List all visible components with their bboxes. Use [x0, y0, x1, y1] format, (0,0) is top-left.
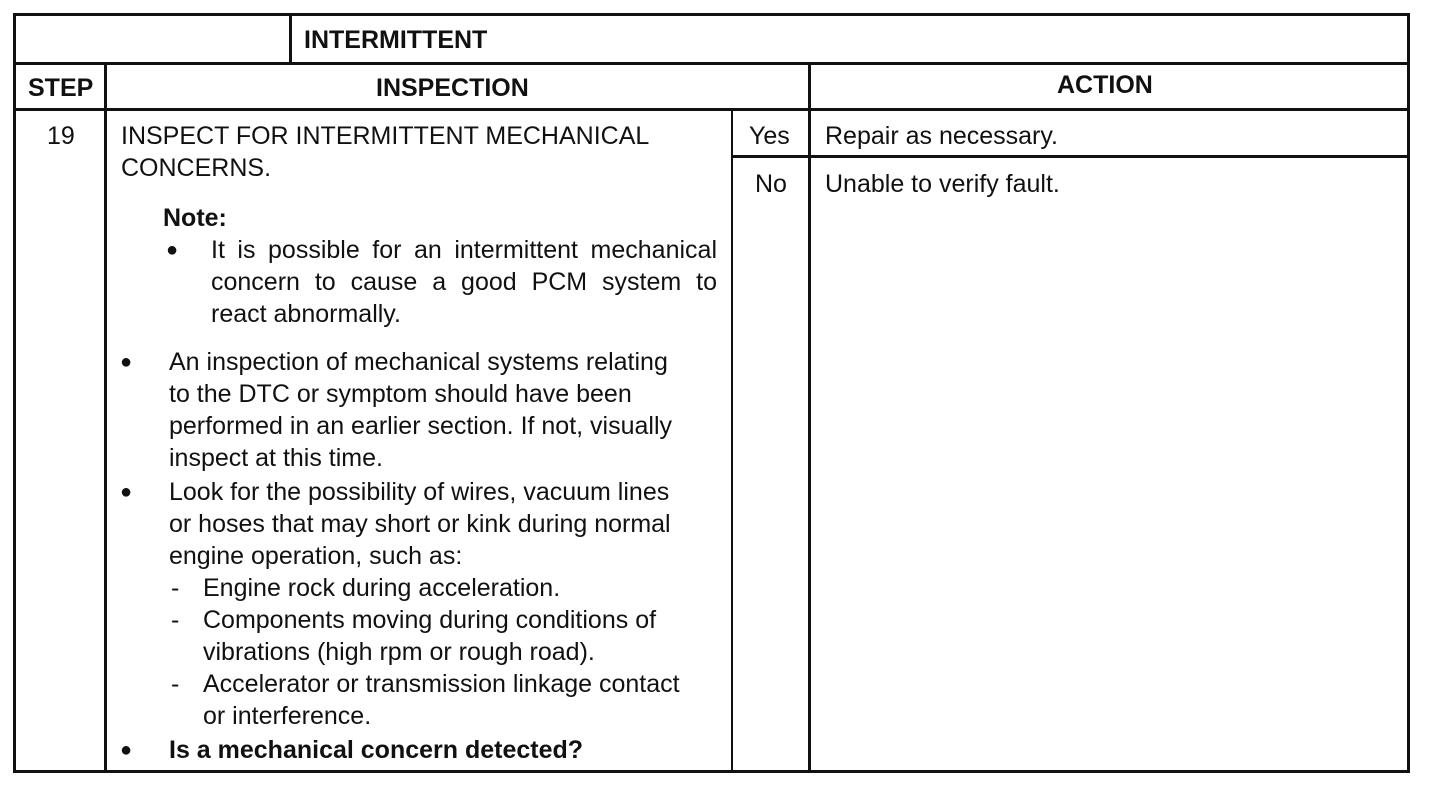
sub-item-dash: -	[171, 670, 180, 698]
question-text: Is a mechanical concern detected?	[169, 736, 584, 764]
bullet-1-marker: ●	[120, 351, 133, 373]
note-bullet: ●	[166, 239, 179, 261]
note-line: It is possible for an intermittent mechanical	[211, 236, 717, 264]
bullet-1-line: An inspection of mechanical systems relating	[169, 348, 668, 376]
inspection-heading-line2: CONCERNS.	[121, 154, 272, 182]
bullet-1-line: performed in an earlier section. If not, visually	[169, 412, 673, 440]
note-line: react abnormally.	[211, 300, 401, 328]
sub-item-dash: -	[171, 606, 180, 634]
sub-item-dash: -	[171, 574, 180, 602]
note-label: Note:	[163, 204, 227, 232]
title-bar-label: INTERMITTENT	[304, 26, 488, 54]
yes-action: Repair as necessary.	[825, 122, 1058, 150]
note-line: concern to cause a good PCM system to	[211, 268, 717, 296]
step-number: 19	[47, 122, 75, 150]
action-column-divider	[808, 62, 811, 773]
title-bar-bottom-line	[13, 62, 1410, 65]
bullet-1-line: inspect at this time.	[169, 444, 383, 472]
yes-no-row-divider	[731, 155, 1410, 158]
header-inspection: INSPECTION	[376, 74, 529, 102]
title-bar-divider	[289, 13, 292, 65]
step-column-divider	[104, 62, 107, 773]
bullet-1-line: to the DTC or symptom should have been	[169, 380, 632, 408]
no-label: No	[755, 170, 787, 198]
question-marker: ●	[120, 739, 133, 761]
header-action: ACTION	[1057, 71, 1153, 99]
yes-label: Yes	[749, 122, 790, 150]
bullet-2-line: engine operation, such as:	[169, 542, 463, 570]
sub-item-line: vibrations (high rpm or rough road).	[203, 638, 595, 666]
bullet-2-marker: ●	[120, 481, 133, 503]
header-step: STEP	[28, 74, 94, 102]
inspection-heading-line1: INSPECT FOR INTERMITTENT MECHANICAL	[121, 122, 650, 150]
header-bottom-line	[13, 108, 1410, 111]
bullet-2-line: Look for the possibility of wires, vacuum lines	[169, 478, 670, 506]
sub-item-line: Accelerator or transmission linkage contact	[203, 670, 680, 698]
no-action: Unable to verify fault.	[825, 170, 1060, 198]
yes-no-column-divider	[731, 108, 733, 773]
bullet-2-line: or hoses that may short or kink during normal	[169, 510, 671, 538]
sub-item-line: Engine rock during acceleration.	[203, 574, 561, 602]
sub-item-line: or interference.	[203, 702, 372, 730]
sub-item-line: Components moving during conditions of	[203, 606, 657, 634]
